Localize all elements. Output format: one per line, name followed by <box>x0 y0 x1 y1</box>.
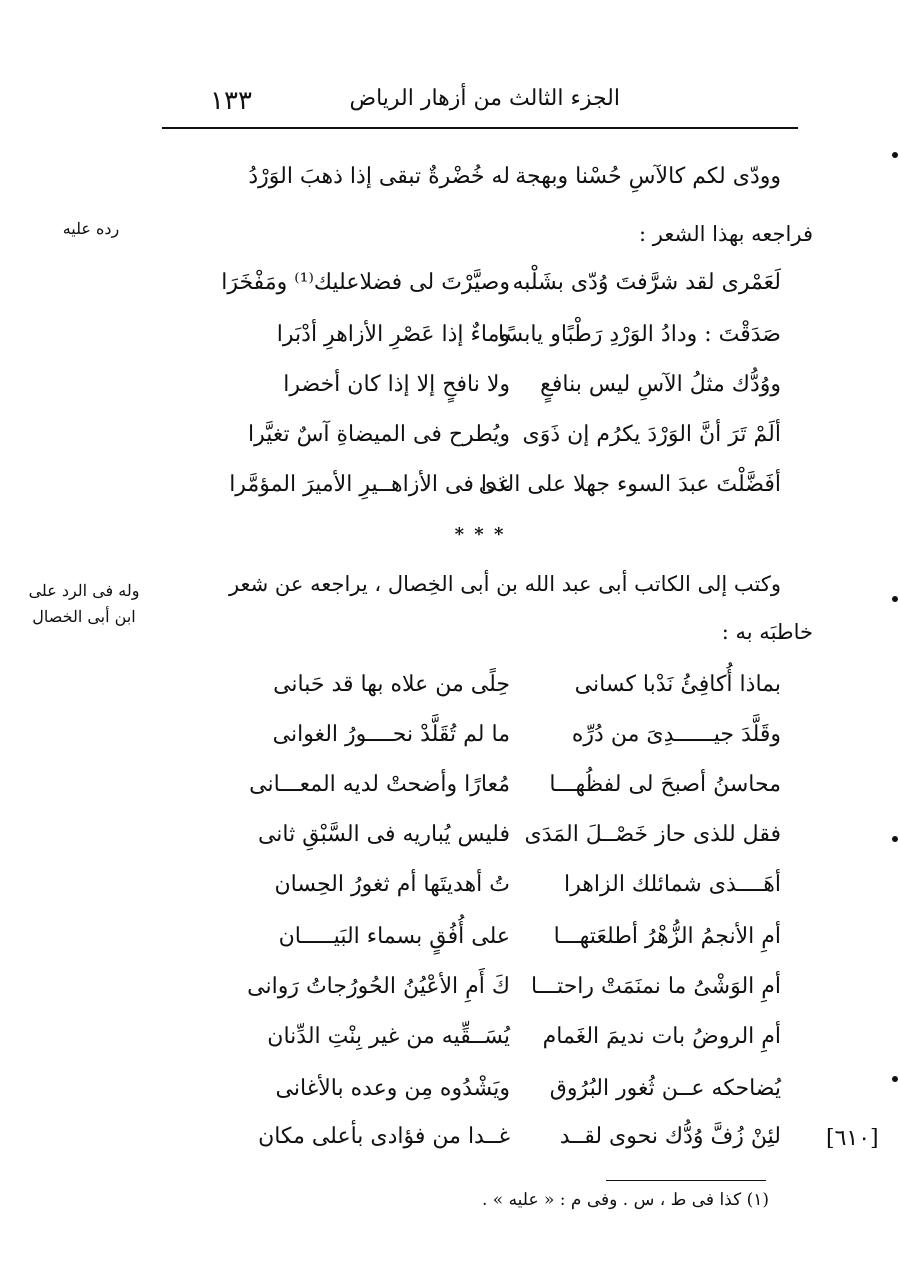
verse-left-hemistich: ما لم تُقَلَّدْ نحــــورُ الغوانى <box>272 722 510 747</box>
binding-dot <box>892 836 898 842</box>
verse-right-hemistich: وودّى لكم كالآسِ حُسْنا وبهجة <box>515 164 781 189</box>
verse-left-hemistich: يُسَــقِّيه من غير بِنْتِ الدِّنان <box>267 1024 510 1049</box>
footnote-rule <box>606 1180 766 1181</box>
verse-left-hemistich: حِلًى من علاه بها قد حَبانى <box>273 672 510 697</box>
verse-left-hemistich: على أُفُقٍ بسماء البَيـــــان <box>278 924 510 949</box>
intro-line: فراجعه بهذا الشعر : <box>639 222 813 246</box>
section-separator: * * * <box>454 524 506 545</box>
page-number: ١٣٣ <box>210 86 252 116</box>
verse-left-hemistich: ولا نافحٍ إلا إذا كان أخضرا <box>283 372 510 397</box>
verse-right-hemistich: بماذا أُكافِئُ نَدْبا كسانى <box>574 672 781 697</box>
binding-dot <box>892 596 898 602</box>
binding-dot <box>892 152 898 158</box>
verse-right-hemistich: أفَضَّلْتَ عبدَ السوء جهلا على الذى <box>478 472 781 497</box>
intro-line: خاطبَه به : <box>721 620 813 644</box>
verse-right-hemistich: فقل للذى حاز خَصْــلَ المَدَى <box>524 822 781 847</box>
verse-right-hemistich: وقَلَّدَ جيــــــدِىَ من دُرِّه <box>571 722 781 747</box>
verse-right-hemistich: ألَمْ تَرَ أنَّ الوَرْدَ يكرُم إن ذَوَى <box>522 422 781 447</box>
verse-left-hemistich: مُعارًا وأضحتْ لديه المعـــانى <box>249 772 510 797</box>
verse-right-hemistich: صَدَقْتَ : ودادُ الوَرْدِ رَطْبًاو يابسًا <box>497 322 781 347</box>
verse-left-hemistich: وصيَّرْتَ لى فضلاعليك⁽¹⁾ ومَفْخَرَا <box>221 270 510 295</box>
verse-right-hemistich: لَعَمْرى لقد شرَّفتَ وُدّى بشَلْبه <box>512 270 781 295</box>
verse-left-hemistich: تُ أهديتَها أم ثغورُ الحِسان <box>274 872 510 897</box>
verse-left-hemistich: غــدا من فؤادى بأعلى مكان <box>258 1124 510 1149</box>
intro-line: وكتب إلى الكاتب أبى عبد الله بن أبى الخِصال ، يراجعه عن شعر <box>228 572 781 596</box>
header-rule <box>162 127 798 129</box>
verse-right-hemistich: يُضاحكه عــن ثُغور البُرُوق <box>549 1076 781 1101</box>
verse-right-hemistich: أمِ الأنجمُ الزُّهْرُ أطلعَتهـــا <box>553 924 781 949</box>
margin-note: ابن أبى الخصال <box>32 607 136 626</box>
margin-note: وله فى الرد على <box>28 581 140 600</box>
running-title: الجزء الثالث من أزهار الرياض <box>349 86 620 111</box>
verse-left-hemistich: ويَشْدُوه مِن وعده بالأغانى <box>275 1076 510 1101</box>
verse-right-hemistich: أمِ الوَشْىُ ما نمنَمَتْ راحتـــا <box>531 974 781 999</box>
verse-right-hemistich: محاسنُ أصبحَ لى لفظُهـــا <box>549 772 781 797</box>
verse-left-hemistich: كَ أَمِ الأعْيُنُ الحُورُجاتُ رَوانى <box>247 974 510 999</box>
verse-right-hemistich: ووُدُّك مثلُ الآسِ ليس بنافعٍ <box>540 372 781 397</box>
verse-left-hemistich: وماءٌ إذا عَصْرِ الأزاهرِ أدْبَرا <box>276 322 510 347</box>
verse-left-hemistich: فليس يُباريه فى السَّبْقِ ثانى <box>257 822 510 847</box>
verse-right-hemistich: أهَــــذى شمائلك الزاهرا <box>564 872 781 897</box>
margin-note: رده عليه <box>62 219 120 238</box>
verse-left-hemistich: غدا فى الأزاهــيرِ الأميرَ المؤمَّرا <box>229 472 510 497</box>
footnote: (١) كذا فى ط ، س . وفى م : « عليه » . <box>481 1190 769 1210</box>
verse-left-hemistich: له خُضْرةٌ تبقى إذا ذهبَ الوَرْدُ <box>248 164 510 189</box>
verse-right-hemistich: لئِنْ زُفَّ وُدُّك نحوى لقــد <box>559 1124 781 1149</box>
verse-left-hemistich: ويُطرح فى الميضاةِ آسٌ تغيَّرا <box>247 422 510 447</box>
verse-right-hemistich: أمِ الروضُ بات نديمَ الغَمام <box>542 1024 781 1049</box>
binding-dot <box>892 1076 898 1082</box>
side-page-number: [٦١٠] <box>826 1126 879 1151</box>
